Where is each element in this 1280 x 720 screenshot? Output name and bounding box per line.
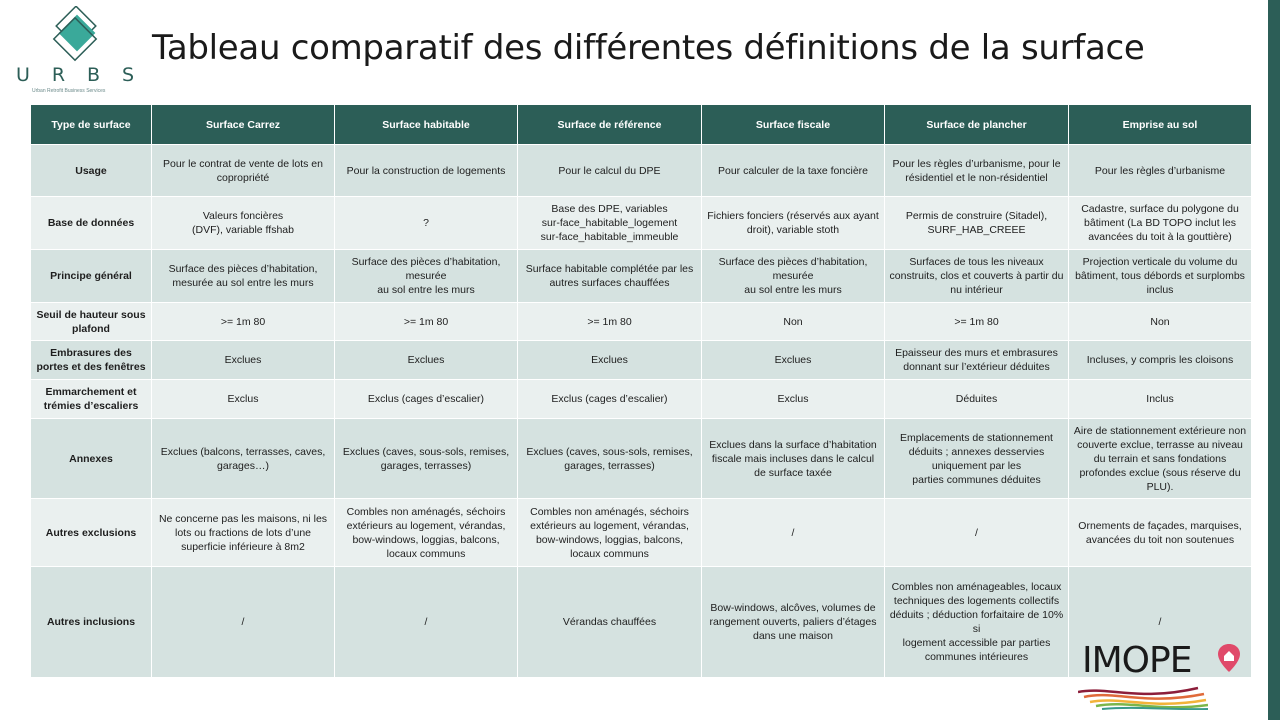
table-cell: Exclues [152, 341, 335, 380]
table-row [31, 341, 1252, 380]
row-label: Seuil de hauteur sous plafond [31, 303, 152, 341]
table-cell: Exclus [152, 380, 335, 419]
table-cell: Inclus [1069, 380, 1252, 419]
table-cell: Exclues [518, 341, 702, 380]
table-cell: Cadastre, surface du polygone du bâtiment (La BD TOPO inclut les avancées du toit à la gouttière) [1069, 197, 1252, 250]
table-cell: >= 1m 80 [152, 303, 335, 341]
table-row [31, 250, 1252, 303]
header-cell: Surface de référence [518, 105, 702, 145]
imope-logo [1078, 640, 1258, 716]
table-cell: Exclues (balcons, terrasses, caves, garages…) [152, 419, 335, 499]
table-cell: Exclus (cages d’escalier) [518, 380, 702, 419]
urbs-letters: U R B S [16, 64, 134, 86]
table-cell: Combles non aménageables, locaux techniques des logements collectifs déduits ; déduction forfaitaire de 10% si logement accessible par parties communes intérieures [885, 567, 1069, 678]
row-label: Autres inclusions [31, 567, 152, 678]
table-row [31, 567, 1252, 678]
table-cell: Emplacements de stationnement déduits ; annexes desservies uniquement par les parties communes déduites [885, 419, 1069, 499]
imope-wordmark: IMOPE [1082, 640, 1192, 681]
table-cell: / [1069, 567, 1252, 678]
table-cell: Ne concerne pas les maisons, ni les lots ou fractions de lots d’une superficie inférieure à 8m2 [152, 499, 335, 567]
table-cell: Exclues [702, 341, 885, 380]
table-cell: Surface des pièces d’habitation, mesurée au sol entre les murs [335, 250, 518, 303]
row-label: Principe général [31, 250, 152, 303]
table-cell: Exclues (caves, sous-sols, remises, garages, terrasses) [518, 419, 702, 499]
row-label: Emmarchement et trémies d’escaliers [31, 380, 152, 419]
table-cell: Projection verticale du volume du bâtiment, tous débords et surplombs inclus [1069, 250, 1252, 303]
urbs-tagline: Urban Retrofit Business Services [32, 88, 106, 94]
table-row [31, 145, 1252, 197]
map-pin-icon [1217, 643, 1241, 673]
header-cell: Surface fiscale [702, 105, 885, 145]
comparison-table [30, 104, 1252, 678]
table-cell: Combles non aménagés, séchoirs extérieurs au logement, vérandas, bow-windows, loggias, balcons, locaux communs [518, 499, 702, 567]
table-cell: Base des DPE, variables sur-face_habitable_logement sur-face_habitable_immeuble [518, 197, 702, 250]
imope-waves-icon [1078, 684, 1208, 710]
table-cell: Combles non aménagés, séchoirs extérieurs au logement, vérandas, bow-windows, loggias, balcons, locaux communs [335, 499, 518, 567]
page-title: Tableau comparatif des différentes définitions de la surface [152, 28, 1145, 68]
table-cell: Exclues dans la surface d’habitation fiscale mais incluses dans le calcul de surface taxée [702, 419, 885, 499]
table-cell: Ornements de façades, marquises, avancées du toit non soutenues [1069, 499, 1252, 567]
urbs-logo [16, 6, 136, 94]
table-header-row [31, 105, 1252, 145]
header-cell: Emprise au sol [1069, 105, 1252, 145]
row-label: Annexes [31, 419, 152, 499]
table-cell: Exclues (caves, sous-sols, remises, garages, terrasses) [335, 419, 518, 499]
right-accent-bar [1268, 0, 1280, 720]
table-cell: Pour le contrat de vente de lots en copropriété [152, 145, 335, 197]
table-cell: Bow-windows, alcôves, volumes de rangement ouverts, paliers d’étages dans une maison [702, 567, 885, 678]
table-row [31, 303, 1252, 341]
table-cell: Epaisseur des murs et embrasures donnant sur l’extérieur déduites [885, 341, 1069, 380]
row-label: Usage [31, 145, 152, 197]
table-cell: Surface des pièces d’habitation, mesurée au sol entre les murs [152, 250, 335, 303]
table-row [31, 197, 1252, 250]
table-cell: Pour le calcul du DPE [518, 145, 702, 197]
table-cell: Incluses, y compris les cloisons [1069, 341, 1252, 380]
table-cell: / [335, 567, 518, 678]
table-row [31, 419, 1252, 499]
table-cell: Aire de stationnement extérieure non couverte exclue, terrasse au niveau du terrain et sans fondations profondes exclue (sous réserve du PLU). [1069, 419, 1252, 499]
table-cell: Non [1069, 303, 1252, 341]
row-label: Autres exclusions [31, 499, 152, 567]
table-cell: Pour la construction de logements [335, 145, 518, 197]
header-cell: Type de surface [31, 105, 152, 145]
table-cell: Fichiers fonciers (réservés aux ayant droit), variable stoth [702, 197, 885, 250]
table-row [31, 380, 1252, 419]
header-cell: Surface de plancher [885, 105, 1069, 145]
table-cell: Déduites [885, 380, 1069, 419]
table-cell: Pour les règles d’urbanisme, pour le résidentiel et le non-résidentiel [885, 145, 1069, 197]
row-label: Embrasures des portes et des fenêtres [31, 341, 152, 380]
table-cell: >= 1m 80 [335, 303, 518, 341]
table-cell: Exclues [335, 341, 518, 380]
urbs-diamond-icon [50, 6, 102, 62]
table-row [31, 499, 1252, 567]
header-cell: Surface Carrez [152, 105, 335, 145]
table-cell: Surface des pièces d’habitation, mesurée au sol entre les murs [702, 250, 885, 303]
table-cell: Vérandas chauffées [518, 567, 702, 678]
table-cell: >= 1m 80 [885, 303, 1069, 341]
table-cell: >= 1m 80 [518, 303, 702, 341]
table-cell: Pour les règles d’urbanisme [1069, 145, 1252, 197]
table-cell: Exclus (cages d’escalier) [335, 380, 518, 419]
row-label: Base de données [31, 197, 152, 250]
table-cell: Pour calculer de la taxe foncière [702, 145, 885, 197]
table-cell: ? [335, 197, 518, 250]
table-cell: Surface habitable complétée par les autres surfaces chauffées [518, 250, 702, 303]
table-cell: Non [702, 303, 885, 341]
table-cell: Permis de construire (Sitadel), SURF_HAB_CREEE [885, 197, 1069, 250]
table-cell: Surfaces de tous les niveaux construits, clos et couverts à partir du nu intérieur [885, 250, 1069, 303]
table-cell: / [885, 499, 1069, 567]
table-cell: Exclus [702, 380, 885, 419]
table-cell: Valeurs foncières (DVF), variable ffshab [152, 197, 335, 250]
header-cell: Surface habitable [335, 105, 518, 145]
table-cell: / [152, 567, 335, 678]
table-cell: / [702, 499, 885, 567]
